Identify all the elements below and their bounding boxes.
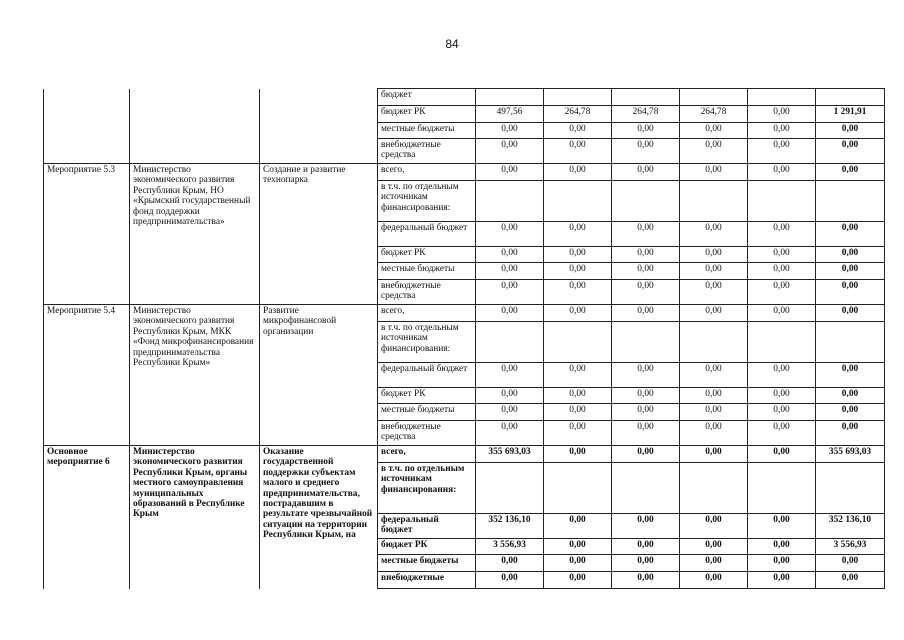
value-cell [680,181,748,222]
value-cell: 0,00 [748,539,816,555]
value-cell: 0,00 [612,404,680,421]
value-cell: 355 693,03 [476,446,544,463]
value-cell: 0,00 [544,222,612,247]
value-cell: 0,00 [544,280,612,305]
funding-source-cell: в т.ч. по отдельным источникам финансирования: [378,322,476,363]
value-cell: 0,00 [612,263,680,280]
value-cell: 0,00 [680,164,748,181]
value-cell: 0,00 [612,572,680,589]
value-cell: 0,00 [544,421,612,446]
value-cell: 0,00 [612,555,680,572]
total-value-cell: 0,00 [816,572,885,589]
value-cell: 0,00 [544,263,612,280]
value-cell: 0,00 [612,222,680,247]
funding-source-cell: в т.ч. по отдельным источникам финансирования: [378,181,476,222]
value-cell [612,181,680,222]
purpose-cell: Создание и развитие технопарка [260,164,378,305]
value-cell: 0,00 [748,555,816,572]
value-cell: 0,00 [680,263,748,280]
value-cell [476,463,544,514]
total-value-cell: 0,00 [816,555,885,572]
funding-source-cell: федеральный бюджет [378,222,476,247]
total-value-cell: 0,00 [816,263,885,280]
value-cell [748,322,816,363]
value-cell: 0,00 [544,305,612,322]
value-cell: 0,00 [476,164,544,181]
total-value-cell: 0,00 [816,164,885,181]
value-cell: 0,00 [680,421,748,446]
purpose-cell: Оказание государственной поддержки субъектам малого и среднего предпринимательства, пострадавшим в результате чрезвычайной ситуации на территории Республики Крым, на [260,446,378,589]
funding-source-cell: бюджет РК [378,247,476,263]
executor-cell: Министерство экономического развития Республики Крым, органы местного самоуправления муниципальных образований в Республике Крым [130,446,260,589]
funding-source-cell: всего, [378,305,476,322]
value-cell: 0,00 [680,572,748,589]
value-cell: 0,00 [680,555,748,572]
value-cell: 0,00 [680,446,748,463]
value-cell: 0,00 [544,555,612,572]
total-value-cell: 352 136,10 [816,514,885,539]
total-value-cell [816,181,885,222]
value-cell: 0,00 [680,404,748,421]
value-cell: 264,78 [544,106,612,123]
value-cell: 0,00 [544,446,612,463]
value-cell: 0,00 [748,421,816,446]
value-cell: 0,00 [680,305,748,322]
total-value-cell: 0,00 [816,247,885,263]
value-cell: 0,00 [544,139,612,164]
value-cell: 0,00 [476,139,544,164]
table-row [44,305,885,322]
value-cell: 0,00 [612,305,680,322]
funding-source-cell: бюджет РК [378,106,476,123]
total-value-cell [816,89,885,106]
value-cell [544,322,612,363]
value-cell: 0,00 [680,139,748,164]
value-cell: 0,00 [748,514,816,539]
value-cell: 0,00 [748,363,816,388]
value-cell: 0,00 [680,363,748,388]
total-value-cell [816,322,885,363]
value-cell: 0,00 [476,555,544,572]
value-cell: 0,00 [680,539,748,555]
value-cell: 0,00 [748,164,816,181]
table-body [44,89,885,589]
value-cell: 0,00 [544,363,612,388]
value-cell: 0,00 [544,514,612,539]
measure-label-cell: Мероприятие 5.3 [44,164,130,305]
value-cell [612,89,680,106]
value-cell: 0,00 [680,514,748,539]
value-cell: 0,00 [748,123,816,139]
value-cell: 0,00 [680,388,748,404]
value-cell: 0,00 [612,421,680,446]
value-cell: 0,00 [476,572,544,589]
value-cell: 264,78 [680,106,748,123]
executor-cell: Министерство экономического развития Республики Крым, МКК «Фонд микрофинансирования предпринимательства Республики Крым» [130,305,260,446]
value-cell [612,322,680,363]
funding-source-cell: местные бюджеты [378,263,476,280]
funding-source-cell: местные бюджеты [378,123,476,139]
value-cell: 0,00 [748,263,816,280]
value-cell [748,463,816,514]
value-cell [476,89,544,106]
value-cell: 0,00 [612,123,680,139]
value-cell: 0,00 [544,404,612,421]
purpose-cell: Развитие микрофинансовой организации [260,305,378,446]
funding-source-cell: федеральный бюджет [378,363,476,388]
value-cell [680,463,748,514]
value-cell: 0,00 [544,388,612,404]
purpose-cell [260,89,378,164]
value-cell: 0,00 [476,388,544,404]
value-cell: 0,00 [612,139,680,164]
total-value-cell: 0,00 [816,222,885,247]
value-cell: 0,00 [680,222,748,247]
value-cell [680,89,748,106]
value-cell: 0,00 [748,388,816,404]
value-cell [544,181,612,222]
value-cell [748,181,816,222]
value-cell: 0,00 [748,247,816,263]
value-cell: 0,00 [748,139,816,164]
value-cell: 0,00 [612,446,680,463]
funding-source-cell: бюджет [378,89,476,106]
value-cell: 0,00 [476,305,544,322]
value-cell: 0,00 [476,247,544,263]
funding-source-cell: федеральный бюджет [378,514,476,539]
value-cell: 0,00 [476,363,544,388]
funding-source-cell: внебюджетные средства [378,280,476,305]
value-cell: 0,00 [476,280,544,305]
value-cell: 0,00 [476,421,544,446]
value-cell: 0,00 [612,388,680,404]
total-value-cell: 0,00 [816,363,885,388]
table-row [44,446,885,463]
funding-source-cell: бюджет РК [378,539,476,555]
total-value-cell: 0,00 [816,388,885,404]
table-row [44,89,885,106]
value-cell: 0,00 [612,247,680,263]
value-cell: 0,00 [476,123,544,139]
total-value-cell: 0,00 [816,280,885,305]
total-value-cell: 0,00 [816,139,885,164]
funding-source-cell: местные бюджеты [378,555,476,572]
value-cell: 497,56 [476,106,544,123]
total-value-cell: 3 556,93 [816,539,885,555]
value-cell: 0,00 [748,404,816,421]
value-cell: 0,00 [612,164,680,181]
value-cell: 0,00 [748,106,816,123]
value-cell: 0,00 [748,446,816,463]
funding-source-cell: всего, [378,164,476,181]
value-cell [544,463,612,514]
value-cell: 0,00 [544,539,612,555]
value-cell [476,322,544,363]
value-cell [748,89,816,106]
value-cell: 0,00 [476,404,544,421]
page-number: 84 [445,37,459,51]
value-cell: 0,00 [612,363,680,388]
table-row [44,164,885,181]
value-cell: 0,00 [476,222,544,247]
value-cell: 3 556,93 [476,539,544,555]
funding-source-cell: в т.ч. по отдельным источникам финансирования: [378,463,476,514]
measure-label-cell: Основное мероприятие 6 [44,446,130,589]
executor-cell: Министерство экономического развития Республики Крым, НО «Крымский государственный фонд поддержки предпринимательства» [130,164,260,305]
value-cell: 0,00 [544,164,612,181]
funding-source-cell: бюджет РК [378,388,476,404]
budget-table [43,88,885,589]
total-value-cell: 0,00 [816,404,885,421]
value-cell: 0,00 [612,539,680,555]
value-cell: 0,00 [612,514,680,539]
value-cell: 352 136,10 [476,514,544,539]
total-value-cell [816,463,885,514]
total-value-cell: 0,00 [816,123,885,139]
total-value-cell: 1 291,91 [816,106,885,123]
value-cell: 0,00 [748,305,816,322]
value-cell: 0,00 [476,263,544,280]
value-cell: 0,00 [544,247,612,263]
executor-cell [130,89,260,164]
value-cell: 0,00 [544,123,612,139]
total-value-cell: 0,00 [816,421,885,446]
funding-source-cell: местные бюджеты [378,404,476,421]
value-cell [544,89,612,106]
value-cell: 0,00 [680,280,748,305]
measure-label-cell [44,89,130,164]
total-value-cell: 355 693,03 [816,446,885,463]
funding-source-cell: внебюджетные средства [378,421,476,446]
total-value-cell: 0,00 [816,305,885,322]
measure-label-cell: Мероприятие 5.4 [44,305,130,446]
value-cell: 0,00 [680,247,748,263]
value-cell: 0,00 [680,123,748,139]
funding-source-cell: внебюджетные [378,572,476,589]
funding-source-cell: внебюджетные средства [378,139,476,164]
value-cell [612,463,680,514]
value-cell: 0,00 [748,222,816,247]
value-cell: 0,00 [612,280,680,305]
value-cell [680,322,748,363]
value-cell: 0,00 [544,572,612,589]
value-cell: 0,00 [748,280,816,305]
value-cell [476,181,544,222]
value-cell: 0,00 [748,572,816,589]
funding-source-cell: всего, [378,446,476,463]
value-cell: 264,78 [612,106,680,123]
